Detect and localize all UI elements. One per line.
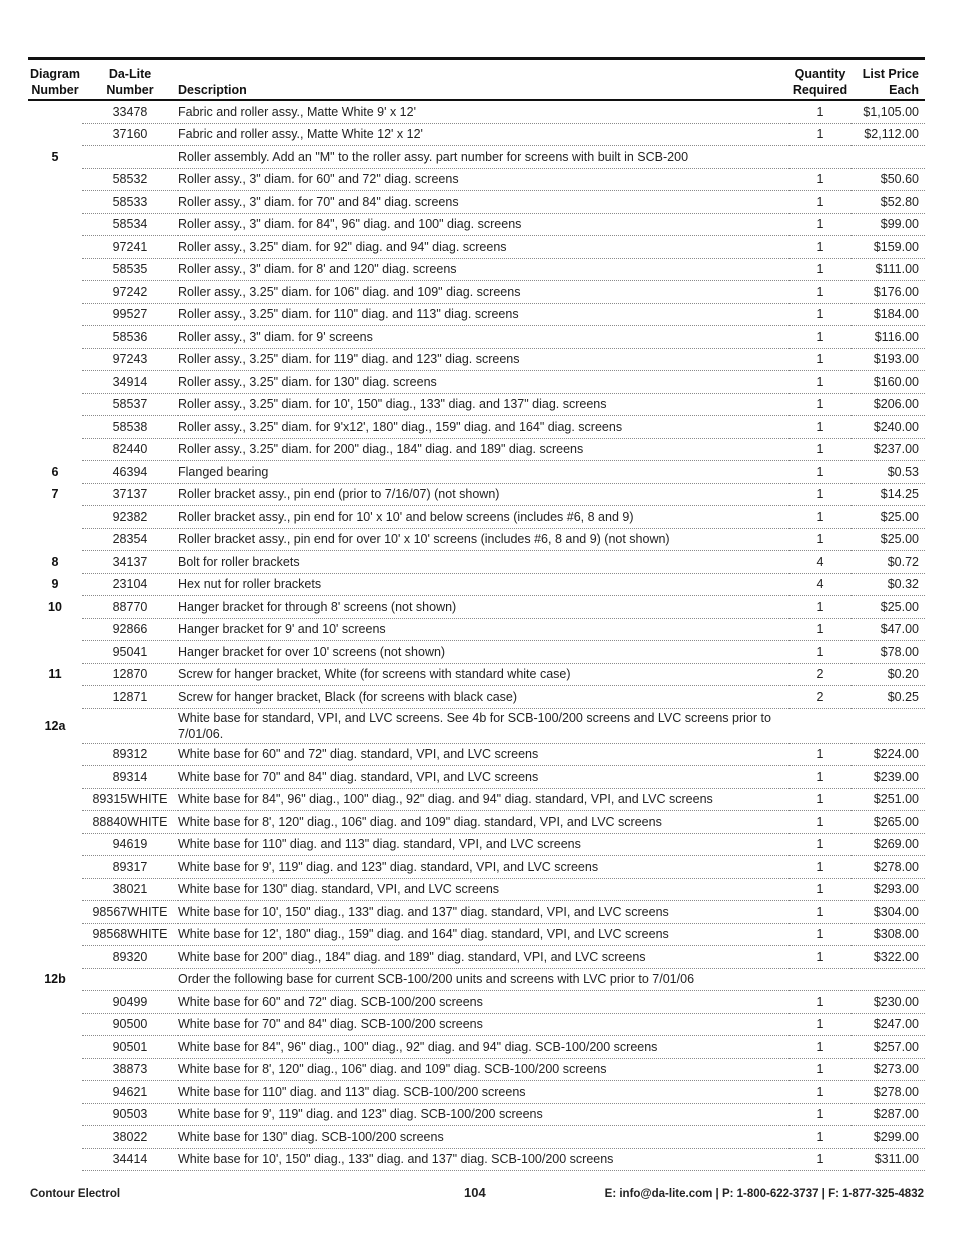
list-price-cell: $269.00 <box>851 833 925 856</box>
quantity-cell: 4 <box>789 551 851 574</box>
description-cell: White base for 70" and 84" diag. SCB-100/200 screens <box>178 1013 789 1036</box>
dalite-number-cell: 34414 <box>82 1148 178 1171</box>
diagram-number-cell <box>28 923 82 946</box>
list-price-cell: $47.00 <box>851 618 925 641</box>
quantity-cell: 1 <box>789 641 851 664</box>
description-cell: Order the following base for current SCB-100/200 units and screens with LVC prior to 7/01/06 <box>178 968 789 991</box>
quantity-cell: 1 <box>789 258 851 281</box>
quantity-cell: 1 <box>789 596 851 619</box>
table-row <box>28 236 925 259</box>
dalite-number-cell: 82440 <box>82 438 178 461</box>
description-cell: Roller assy., 3.25" diam. for 110" diag. and 113" diag. screens <box>178 303 789 326</box>
description-cell: Roller bracket assy., pin end (prior to 7/16/07) (not shown) <box>178 483 789 506</box>
list-price-cell: $1,105.00 <box>851 100 925 123</box>
list-price-cell: $193.00 <box>851 348 925 371</box>
list-price-cell: $308.00 <box>851 923 925 946</box>
parts-table <box>28 60 925 1171</box>
quantity-cell: 1 <box>789 416 851 439</box>
description-cell: White base for 60" and 72" diag. SCB-100/200 screens <box>178 991 789 1014</box>
quantity-cell: 1 <box>789 123 851 146</box>
list-price-cell: $311.00 <box>851 1148 925 1171</box>
diagram-number-cell <box>28 528 82 551</box>
dalite-number-cell: 92382 <box>82 506 178 529</box>
table-row <box>28 326 925 349</box>
dalite-number-cell: 37160 <box>82 123 178 146</box>
description-cell: White base for 9', 119" diag. and 123" diag. standard, VPI, and LVC screens <box>178 856 789 879</box>
list-price-cell: $239.00 <box>851 766 925 789</box>
description-cell: Roller bracket assy., pin end for 10' x 10' and below screens (includes #6, 8 and 9) <box>178 506 789 529</box>
diagram-number-cell <box>28 281 82 304</box>
diagram-number-cell <box>28 901 82 924</box>
description-cell: Flanged bearing <box>178 461 789 484</box>
description-cell: Roller assy., 3.25" diam. for 200" diag., 184" diag. and 189" diag. screens <box>178 438 789 461</box>
quantity-cell: 1 <box>789 1126 851 1149</box>
dalite-number-cell: 99527 <box>82 303 178 326</box>
list-price-cell: $273.00 <box>851 1058 925 1081</box>
list-price-cell: $265.00 <box>851 811 925 834</box>
quantity-cell: 1 <box>789 213 851 236</box>
description-cell: White base for 8', 120" diag., 106" diag. and 109" diag. SCB-100/200 screens <box>178 1058 789 1081</box>
diagram-number-cell <box>28 1081 82 1104</box>
dalite-number-cell: 97242 <box>82 281 178 304</box>
diagram-number-cell: 8 <box>51 554 59 569</box>
quantity-cell <box>789 708 851 743</box>
list-price-cell <box>851 146 925 169</box>
description-cell: White base for 110" diag. and 113" diag. standard, VPI, and LVC screens <box>178 833 789 856</box>
description-cell: Fabric and roller assy., Matte White 9' x 12' <box>178 100 789 123</box>
dalite-number-cell: 34914 <box>82 371 178 394</box>
quantity-cell: 1 <box>789 788 851 811</box>
quantity-cell: 1 <box>789 901 851 924</box>
table-header-row <box>28 60 925 100</box>
description-cell: Roller assy., 3.25" diam. for 130" diag. screens <box>178 371 789 394</box>
header-diagram-number: Diagram Number <box>29 67 81 97</box>
dalite-number-cell: 90499 <box>82 991 178 1014</box>
dalite-number-cell <box>82 708 178 743</box>
quantity-cell <box>789 146 851 169</box>
diagram-number-cell <box>28 168 82 191</box>
description-cell: White base for 12', 180" diag., 159" diag. and 164" diag. standard, VPI, and LVC screens <box>178 923 789 946</box>
table-row <box>28 686 925 709</box>
description-cell: Hanger bracket for through 8' screens (not shown) <box>178 596 789 619</box>
table-row <box>28 788 925 811</box>
table-row <box>28 371 925 394</box>
list-price-cell: $322.00 <box>851 946 925 969</box>
dalite-number-cell: 38021 <box>82 878 178 901</box>
list-price-cell <box>851 968 925 991</box>
description-cell: Roller assy., 3" diam. for 9' screens <box>178 326 789 349</box>
description-cell: White base for 200" diag., 184" diag. and 189" diag. standard, VPI, and LVC screens <box>178 946 789 969</box>
diagram-number-cell <box>28 438 82 461</box>
table-row <box>28 1103 925 1126</box>
diagram-number-cell <box>28 191 82 214</box>
quantity-cell: 1 <box>789 946 851 969</box>
dalite-number-cell: 98567WHITE <box>82 901 178 924</box>
list-price-cell: $176.00 <box>851 281 925 304</box>
dalite-number-cell: 58536 <box>82 326 178 349</box>
table-row <box>28 416 925 439</box>
list-price-cell: $160.00 <box>851 371 925 394</box>
list-price-cell: $0.20 <box>851 663 925 686</box>
dalite-number-cell: 89315WHITE <box>82 788 178 811</box>
description-cell: White base for 110" diag. and 113" diag. SCB-100/200 screens <box>178 1081 789 1104</box>
list-price-cell: $14.25 <box>851 483 925 506</box>
quantity-cell: 1 <box>789 1013 851 1036</box>
description-cell: Roller assy., 3.25" diam. for 9'x12', 180" diag., 159" diag. and 164" diag. screens <box>178 416 789 439</box>
list-price-cell: $116.00 <box>851 326 925 349</box>
table-row <box>28 641 925 664</box>
list-price-cell <box>851 708 925 743</box>
dalite-number-cell: 58533 <box>82 191 178 214</box>
diagram-number-cell: 12a <box>44 718 66 733</box>
description-cell: Roller assy., 3" diam. for 8' and 120" diag. screens <box>178 258 789 281</box>
description-cell: White base for 60" and 72" diag. standard, VPI, and LVC screens <box>178 743 789 766</box>
diagram-number-cell <box>28 686 82 709</box>
list-price-cell: $251.00 <box>851 788 925 811</box>
table-row <box>28 100 925 123</box>
diagram-number-cell <box>28 371 82 394</box>
quantity-cell: 1 <box>789 326 851 349</box>
table-row <box>28 123 925 146</box>
table-row <box>28 191 925 214</box>
table-row <box>28 146 925 169</box>
list-price-cell: $0.53 <box>851 461 925 484</box>
diagram-number-cell <box>28 416 82 439</box>
header-dalite-number: Da-Lite Number <box>106 67 154 97</box>
description-cell: White base for 130" diag. SCB-100/200 screens <box>178 1126 789 1149</box>
dalite-number-cell <box>82 968 178 991</box>
table-row <box>28 483 925 506</box>
diagram-number-cell: 10 <box>48 599 62 614</box>
table-row <box>28 901 925 924</box>
list-price-cell: $240.00 <box>851 416 925 439</box>
list-price-cell: $278.00 <box>851 1081 925 1104</box>
table-row <box>28 168 925 191</box>
dalite-number-cell: 95041 <box>82 641 178 664</box>
diagram-number-cell <box>28 618 82 641</box>
description-cell: White base for 10', 150" diag., 133" diag. and 137" diag. standard, VPI, and LVC screens <box>178 901 789 924</box>
diagram-number-cell <box>28 833 82 856</box>
list-price-cell: $0.32 <box>851 573 925 596</box>
quantity-cell: 1 <box>789 191 851 214</box>
list-price-cell: $293.00 <box>851 878 925 901</box>
table-row <box>28 811 925 834</box>
table-row <box>28 1013 925 1036</box>
dalite-number-cell: 90501 <box>82 1036 178 1059</box>
diagram-number-cell <box>28 946 82 969</box>
dalite-number-cell: 23104 <box>82 573 178 596</box>
quantity-cell: 1 <box>789 878 851 901</box>
dalite-number-cell: 98568WHITE <box>82 923 178 946</box>
table-row <box>28 1081 925 1104</box>
description-cell: White base for 130" diag. standard, VPI, and LVC screens <box>178 878 789 901</box>
dalite-number-cell: 58534 <box>82 213 178 236</box>
description-cell: Roller assy., 3" diam. for 70" and 84" diag. screens <box>178 191 789 214</box>
dalite-number-cell: 92866 <box>82 618 178 641</box>
quantity-cell: 1 <box>789 1148 851 1171</box>
description-cell: Roller assy., 3.25" diam. for 106" diag. and 109" diag. screens <box>178 281 789 304</box>
diagram-number-cell <box>28 348 82 371</box>
dalite-number-cell: 12870 <box>82 663 178 686</box>
table-row <box>28 878 925 901</box>
table-row <box>28 551 925 574</box>
table-row <box>28 506 925 529</box>
dalite-number-cell <box>82 146 178 169</box>
quantity-cell: 1 <box>789 281 851 304</box>
diagram-number-cell <box>28 393 82 416</box>
list-price-cell: $299.00 <box>851 1126 925 1149</box>
table-row <box>28 213 925 236</box>
quantity-cell: 2 <box>789 663 851 686</box>
table-row <box>28 281 925 304</box>
diagram-number-cell <box>28 1036 82 1059</box>
dalite-number-cell: 34137 <box>82 551 178 574</box>
description-cell: Roller assy., 3.25" diam. for 92" diag. and 94" diag. screens <box>178 236 789 259</box>
list-price-cell: $25.00 <box>851 506 925 529</box>
diagram-number-cell <box>28 100 82 123</box>
table-row <box>28 618 925 641</box>
diagram-number-cell <box>28 811 82 834</box>
diagram-number-cell: 11 <box>48 667 62 682</box>
dalite-number-cell: 89317 <box>82 856 178 879</box>
dalite-number-cell: 90500 <box>82 1013 178 1036</box>
dalite-number-cell: 37137 <box>82 483 178 506</box>
page-number: 104 <box>464 1185 486 1200</box>
parts-list-page <box>28 57 925 1171</box>
diagram-number-cell <box>28 236 82 259</box>
dalite-number-cell: 58537 <box>82 393 178 416</box>
diagram-number-cell <box>28 258 82 281</box>
list-price-cell: $184.00 <box>851 303 925 326</box>
table-row <box>28 438 925 461</box>
quantity-cell: 1 <box>789 618 851 641</box>
list-price-cell: $99.00 <box>851 213 925 236</box>
dalite-number-cell: 97243 <box>82 348 178 371</box>
description-cell: Fabric and roller assy., Matte White 12' x 12' <box>178 123 789 146</box>
list-price-cell: $224.00 <box>851 743 925 766</box>
diagram-number-cell <box>28 856 82 879</box>
diagram-number-cell <box>28 506 82 529</box>
table-row <box>28 856 925 879</box>
dalite-number-cell: 89320 <box>82 946 178 969</box>
description-cell: Roller assy., 3.25" diam. for 119" diag. and 123" diag. screens <box>178 348 789 371</box>
dalite-number-cell: 94621 <box>82 1081 178 1104</box>
quantity-cell: 1 <box>789 1058 851 1081</box>
quantity-cell: 1 <box>789 393 851 416</box>
diagram-number-cell <box>28 878 82 901</box>
dalite-number-cell: 94619 <box>82 833 178 856</box>
dalite-number-cell: 97241 <box>82 236 178 259</box>
diagram-number-cell: 9 <box>51 577 59 592</box>
diagram-number-cell <box>28 123 82 146</box>
list-price-cell: $0.72 <box>851 551 925 574</box>
table-row <box>28 303 925 326</box>
description-cell: White base for 84", 96" diag., 100" diag., 92" diag. and 94" diag. standard, VPI, and LVC screens <box>178 788 789 811</box>
diagram-number-cell <box>28 1013 82 1036</box>
list-price-cell: $52.80 <box>851 191 925 214</box>
quantity-cell: 1 <box>789 100 851 123</box>
dalite-number-cell: 89314 <box>82 766 178 789</box>
table-row <box>28 461 925 484</box>
table-row <box>28 708 925 743</box>
list-price-cell: $230.00 <box>851 991 925 1014</box>
table-row <box>28 1036 925 1059</box>
table-row <box>28 1148 925 1171</box>
table-row <box>28 258 925 281</box>
description-cell: Roller assy., 3" diam. for 60" and 72" diag. screens <box>178 168 789 191</box>
quantity-cell: 1 <box>789 991 851 1014</box>
diagram-number-cell: 7 <box>51 487 59 502</box>
quantity-cell: 1 <box>789 461 851 484</box>
table-row <box>28 573 925 596</box>
quantity-cell <box>789 968 851 991</box>
dalite-number-cell: 88770 <box>82 596 178 619</box>
dalite-number-cell: 58532 <box>82 168 178 191</box>
table-row <box>28 1058 925 1081</box>
diagram-number-cell: 6 <box>51 464 59 479</box>
description-cell: Roller bracket assy., pin end for over 10' x 10' screens (includes #6, 8 and 9) (not shown) <box>178 528 789 551</box>
list-price-cell: $25.00 <box>851 596 925 619</box>
description-cell: White base for standard, VPI, and LVC screens. See 4b for SCB-100/200 screens and LVC screens prior to 7/01/06. <box>178 708 789 743</box>
table-row <box>28 743 925 766</box>
diagram-number-cell <box>28 1103 82 1126</box>
dalite-number-cell: 58535 <box>82 258 178 281</box>
quantity-cell: 1 <box>789 528 851 551</box>
header-list-price: List Price Each <box>862 67 919 97</box>
description-cell: Roller assy., 3.25" diam. for 10', 150" diag., 133" diag. and 137" diag. screens <box>178 393 789 416</box>
quantity-cell: 2 <box>789 686 851 709</box>
description-cell: White base for 84", 96" diag., 100" diag., 92" diag. and 94" diag. SCB-100/200 screens <box>178 1036 789 1059</box>
diagram-number-cell <box>28 991 82 1014</box>
quantity-cell: 1 <box>789 1103 851 1126</box>
diagram-number-cell: 5 <box>51 149 59 164</box>
quantity-cell: 1 <box>789 766 851 789</box>
list-price-cell: $25.00 <box>851 528 925 551</box>
diagram-number-cell <box>28 766 82 789</box>
list-price-cell: $78.00 <box>851 641 925 664</box>
table-row <box>28 348 925 371</box>
table-row <box>28 766 925 789</box>
quantity-cell: 1 <box>789 1081 851 1104</box>
list-price-cell: $247.00 <box>851 1013 925 1036</box>
dalite-number-cell: 90503 <box>82 1103 178 1126</box>
table-row <box>28 991 925 1014</box>
dalite-number-cell: 33478 <box>82 100 178 123</box>
quantity-cell: 1 <box>789 168 851 191</box>
description-cell: Screw for hanger bracket, White (for screens with standard white case) <box>178 663 789 686</box>
diagram-number-cell <box>28 303 82 326</box>
diagram-number-cell <box>28 213 82 236</box>
description-cell: White base for 10', 150" diag., 133" diag. and 137" diag. SCB-100/200 screens <box>178 1148 789 1171</box>
list-price-cell: $304.00 <box>851 901 925 924</box>
table-row <box>28 833 925 856</box>
list-price-cell: $257.00 <box>851 1036 925 1059</box>
diagram-number-cell <box>28 1126 82 1149</box>
dalite-number-cell: 28354 <box>82 528 178 551</box>
description-cell: Bolt for roller brackets <box>178 551 789 574</box>
table-body <box>28 100 925 1171</box>
quantity-cell: 1 <box>789 833 851 856</box>
description-cell: White base for 70" and 84" diag. standard, VPI, and LVC screens <box>178 766 789 789</box>
footer-contact: E: info@da-lite.com | P: 1-800-622-3737 | F: 1-877-325-4832 <box>604 1188 924 1200</box>
dalite-number-cell: 12871 <box>82 686 178 709</box>
quantity-cell: 1 <box>789 856 851 879</box>
table-row <box>28 596 925 619</box>
list-price-cell: $237.00 <box>851 438 925 461</box>
diagram-number-cell: 12b <box>44 972 66 987</box>
description-cell: White base for 8', 120" diag., 106" diag. and 109" diag. standard, VPI, and LVC screens <box>178 811 789 834</box>
table-row <box>28 946 925 969</box>
dalite-number-cell: 38873 <box>82 1058 178 1081</box>
description-cell: Hex nut for roller brackets <box>178 573 789 596</box>
list-price-cell: $50.60 <box>851 168 925 191</box>
description-cell: Hanger bracket for over 10' screens (not shown) <box>178 641 789 664</box>
quantity-cell: 1 <box>789 923 851 946</box>
diagram-number-cell <box>28 788 82 811</box>
description-cell: White base for 9', 119" diag. and 123" diag. SCB-100/200 screens <box>178 1103 789 1126</box>
table-row <box>28 923 925 946</box>
dalite-number-cell: 89312 <box>82 743 178 766</box>
list-price-cell: $111.00 <box>851 258 925 281</box>
header-description: Description <box>178 83 247 97</box>
dalite-number-cell: 38022 <box>82 1126 178 1149</box>
quantity-cell: 1 <box>789 483 851 506</box>
table-row <box>28 393 925 416</box>
quantity-cell: 1 <box>789 348 851 371</box>
list-price-cell: $159.00 <box>851 236 925 259</box>
diagram-number-cell <box>28 641 82 664</box>
quantity-cell: 1 <box>789 506 851 529</box>
header-quantity-required: Quantity Required <box>792 67 848 97</box>
quantity-cell: 1 <box>789 371 851 394</box>
quantity-cell: 1 <box>789 236 851 259</box>
quantity-cell: 4 <box>789 573 851 596</box>
description-cell: Roller assembly. Add an "M" to the roller assy. part number for screens with built in SCB-200 <box>178 146 789 169</box>
table-row <box>28 528 925 551</box>
quantity-cell: 1 <box>789 743 851 766</box>
quantity-cell: 1 <box>789 1036 851 1059</box>
dalite-number-cell: 46394 <box>82 461 178 484</box>
dalite-number-cell: 58538 <box>82 416 178 439</box>
footer-product-name: Contour Electrol <box>30 1188 121 1200</box>
description-cell: Roller assy., 3" diam. for 84", 96" diag. and 100" diag. screens <box>178 213 789 236</box>
dalite-number-cell: 88840WHITE <box>82 811 178 834</box>
diagram-number-cell <box>28 743 82 766</box>
table-row <box>28 663 925 686</box>
list-price-cell: $287.00 <box>851 1103 925 1126</box>
description-cell: Screw for hanger bracket, Black (for screens with black case) <box>178 686 789 709</box>
quantity-cell: 1 <box>789 811 851 834</box>
quantity-cell: 1 <box>789 303 851 326</box>
list-price-cell: $2,112.00 <box>851 123 925 146</box>
table-row <box>28 968 925 991</box>
description-cell: Hanger bracket for 9' and 10' screens <box>178 618 789 641</box>
diagram-number-cell <box>28 1148 82 1171</box>
quantity-cell: 1 <box>789 438 851 461</box>
list-price-cell: $278.00 <box>851 856 925 879</box>
diagram-number-cell <box>28 326 82 349</box>
table-row <box>28 1126 925 1149</box>
diagram-number-cell <box>28 1058 82 1081</box>
list-price-cell: $206.00 <box>851 393 925 416</box>
list-price-cell: $0.25 <box>851 686 925 709</box>
